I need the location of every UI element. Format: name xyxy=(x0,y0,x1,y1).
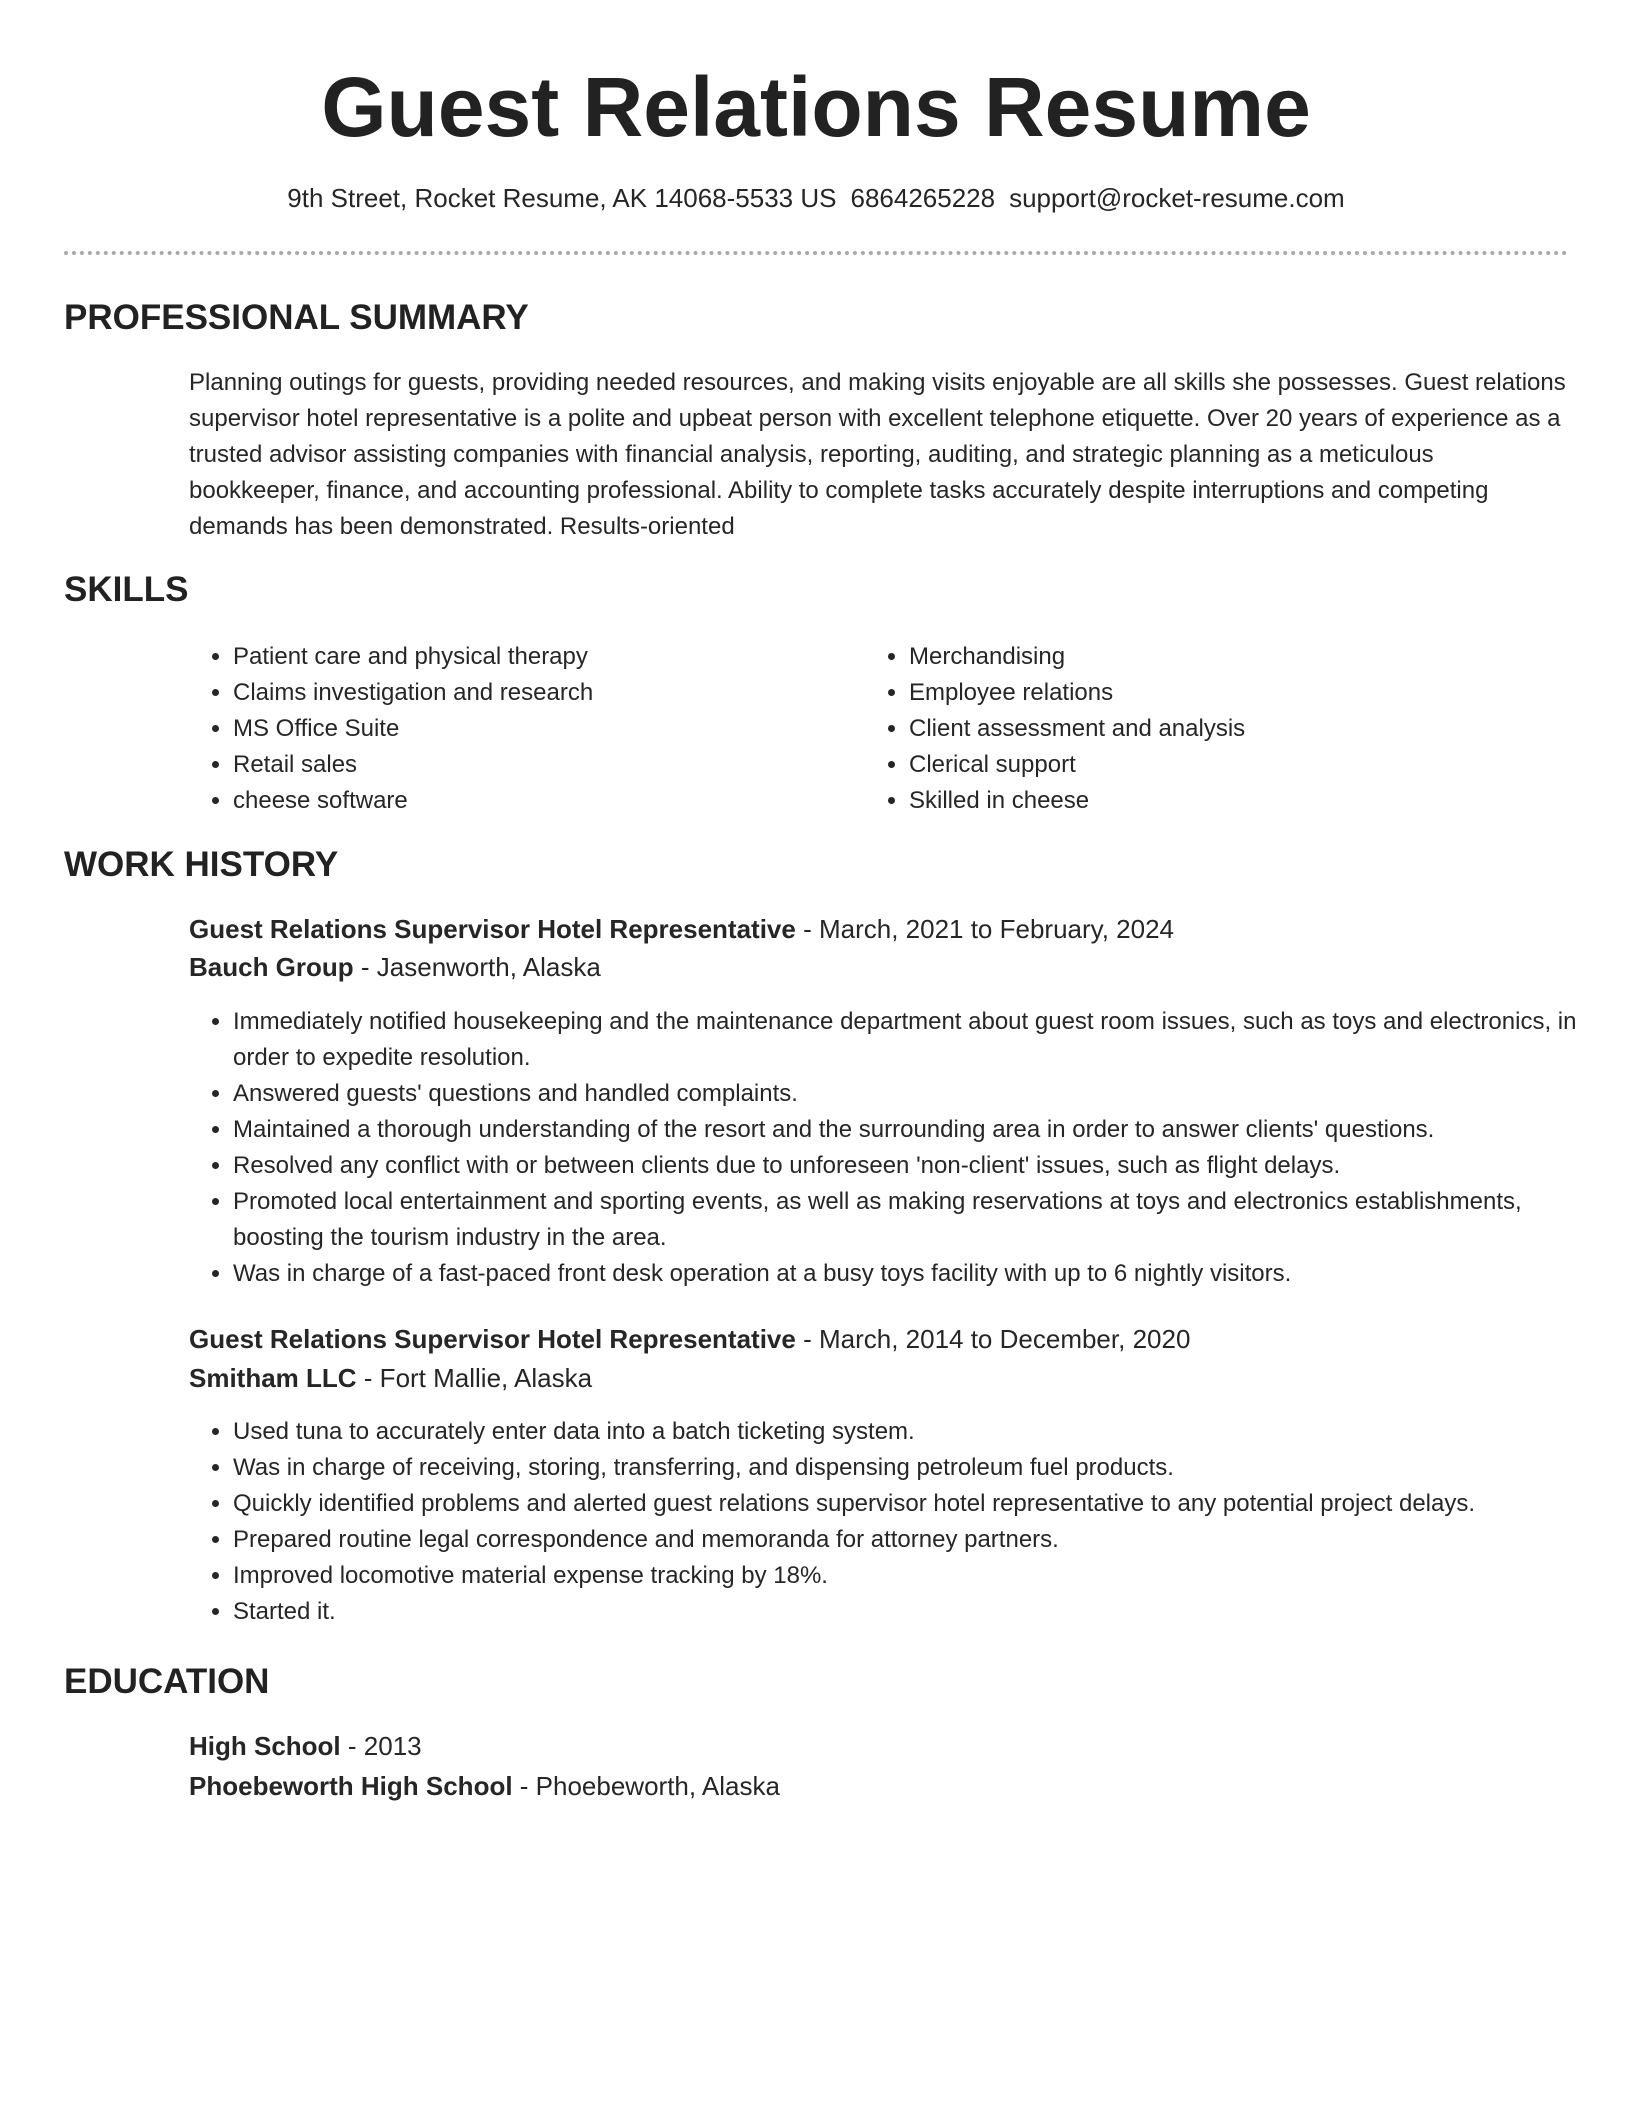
education-location: - Phoebeworth, Alaska xyxy=(512,1771,780,1801)
job-bullet: • Promoted local entertainment and sporting events, as well as making reservations at toys and electronics establishments, boosting the tourism industry in the area. xyxy=(233,1184,1613,1256)
job-bullet: • Quickly identified problems and alerted guest relations supervisor hotel representative to any potential project delays. xyxy=(233,1486,1613,1522)
summary-text: Planning outings for guests, providing needed resources, and making visits enjoyable are all skills she possesses. Guest relations supervisor hotel representative is a polite and upbeat person with excellent telephone etiquette. Over 20 years of experience as a trusted advisor assisting companies with financial analysis, reporting, auditing, and strategic planning as a meticulous bookkeeper, finance, and accounting professional. Ability to complete tasks accurately despite interruptions and competing demands has been demonstrated. Results-oriented xyxy=(189,369,1566,540)
education-school-line xyxy=(189,1767,780,1805)
contact-email: support@rocket-resume.com xyxy=(1009,183,1345,213)
job-bullets xyxy=(189,1414,1613,1630)
education-year: - 2013 xyxy=(340,1731,422,1761)
skill-item: • Patient care and physical therapy xyxy=(233,639,853,675)
job-bullet: • Prepared routine legal correspondence and memoranda for attorney partners. xyxy=(233,1522,1613,1558)
job-location: - Fort Mallie, Alaska xyxy=(356,1363,593,1393)
work-history-heading: WORK HISTORY xyxy=(64,845,339,884)
skill-item: • Employee relations xyxy=(909,675,1549,711)
education-degree-line xyxy=(189,1727,422,1765)
skill-item: • Clerical support xyxy=(909,747,1549,783)
job-bullet: • Was in charge of receiving, storing, transferring, and dispensing petroleum fuel products. xyxy=(233,1450,1613,1486)
job-bullets xyxy=(189,1004,1613,1292)
job-title: Guest Relations Supervisor Hotel Representative xyxy=(189,914,796,944)
job-bullet: • Used tuna to accurately enter data into a batch ticketing system. xyxy=(233,1414,1613,1450)
education-heading: EDUCATION xyxy=(64,1662,270,1701)
skill-item: • Merchandising xyxy=(909,639,1549,675)
skill-item: • Skilled in cheese xyxy=(909,783,1549,819)
skills-list-right xyxy=(865,639,1549,819)
job-company: Smitham LLC xyxy=(189,1363,357,1393)
job-company-line xyxy=(189,1359,592,1397)
job-title-line xyxy=(189,1320,1190,1358)
contact-line xyxy=(0,180,1632,216)
job-bullet: • Immediately notified housekeeping and the maintenance department about guest room issues, such as toys and electronics, in order to expedite resolution. xyxy=(233,1004,1613,1076)
header-divider xyxy=(64,251,1568,255)
contact-address: 9th Street, Rocket Resume, AK 14068-5533 US xyxy=(287,183,837,213)
job-location: - Jasenworth, Alaska xyxy=(353,952,601,982)
resume-title: Guest Relations Resume xyxy=(321,60,1311,154)
job-dates: - March, 2014 to December, 2020 xyxy=(795,1324,1191,1354)
skill-item: • MS Office Suite xyxy=(233,711,853,747)
skill-item: • Claims investigation and research xyxy=(233,675,853,711)
skills-list-left xyxy=(189,639,853,819)
job-company-line xyxy=(189,948,601,986)
job-bullet: • Improved locomotive material expense tracking by 18%. xyxy=(233,1558,1613,1594)
job-bullet: • Started it. xyxy=(233,1594,1613,1630)
education-school: Phoebeworth High School xyxy=(189,1771,513,1801)
skill-item: • Client assessment and analysis xyxy=(909,711,1549,747)
skill-item: • Retail sales xyxy=(233,747,853,783)
job-title: Guest Relations Supervisor Hotel Representative xyxy=(189,1324,796,1354)
job-bullet: • Resolved any conflict with or between clients due to unforeseen 'non-client' issues, such as flight delays. xyxy=(233,1148,1613,1184)
job-company: Bauch Group xyxy=(189,952,354,982)
education-degree: High School xyxy=(189,1731,341,1761)
skill-item: • cheese software xyxy=(233,783,853,819)
skills-heading: SKILLS xyxy=(64,570,189,609)
job-bullet: • Answered guests' questions and handled complaints. xyxy=(233,1076,1613,1112)
summary-heading: PROFESSIONAL SUMMARY xyxy=(64,298,529,337)
job-bullet: • Maintained a thorough understanding of the resort and the surrounding area in order to answer clients' questions. xyxy=(233,1112,1613,1148)
job-dates: - March, 2021 to February, 2024 xyxy=(795,914,1175,944)
contact-phone: 6864265228 xyxy=(850,183,996,213)
job-title-line xyxy=(189,910,1174,948)
job-bullet: • Was in charge of a fast-paced front desk operation at a busy toys facility with up to 6 nightly visitors. xyxy=(233,1256,1613,1292)
